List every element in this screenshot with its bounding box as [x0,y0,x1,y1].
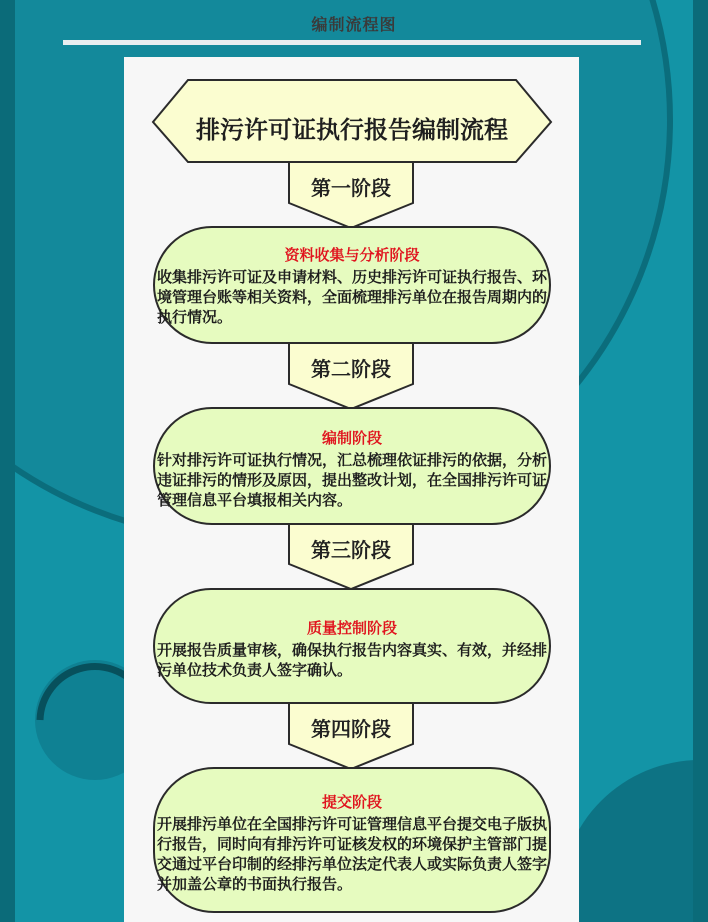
stage-label-1: 第一阶段 [311,176,391,200]
stage-card-description-3: 开展报告质量审核，确保执行报告内容真实、有效，并经排污单位技术负责人签字确认。 [157,641,548,679]
stage-label-3: 第三阶段 [311,538,391,562]
page-title: 编制流程图 [311,15,397,34]
stage-card-description-1: 收集排污许可证及申请材料、历史排污许可证执行报告、环境管理台账等相关资料，全面梳理排污单位在报告周期内的执行情况。 [157,268,548,326]
stage-card-text-4 [157,791,547,894]
stage-card-text-1 [157,244,547,327]
stage-card-text-2 [157,427,547,510]
stage-card-title-4: 提交阶段 [321,793,382,811]
stage-card-title-2: 编制阶段 [321,429,382,447]
stage-label-2: 第二阶段 [311,357,391,381]
stage-card-title-1: 资料收集与分析阶段 [284,246,420,264]
stage-card-description-4: 开展排污单位在全国排污许可证管理信息平台提交电子版执行报告，同时向有排污许可证核发权的环境保护主管部门提交通过平台印制的经排污单位法定代表人或实际负责人签字并加盖公章的书面执行报告。 [157,815,548,893]
stage-card-text-3 [157,617,547,680]
flow-title: 排污许可证执行报告编制流程 [196,116,508,144]
stage-card-title-3: 质量控制阶段 [306,619,397,637]
stage-label-4: 第四阶段 [311,717,391,741]
stage-card-description-2: 针对排污许可证执行情况，汇总梳理依证排污的依据，分析违证排污的情形及原因，提出整改计划，在全国排污许可证管理信息平台填报相关内容。 [157,451,548,509]
